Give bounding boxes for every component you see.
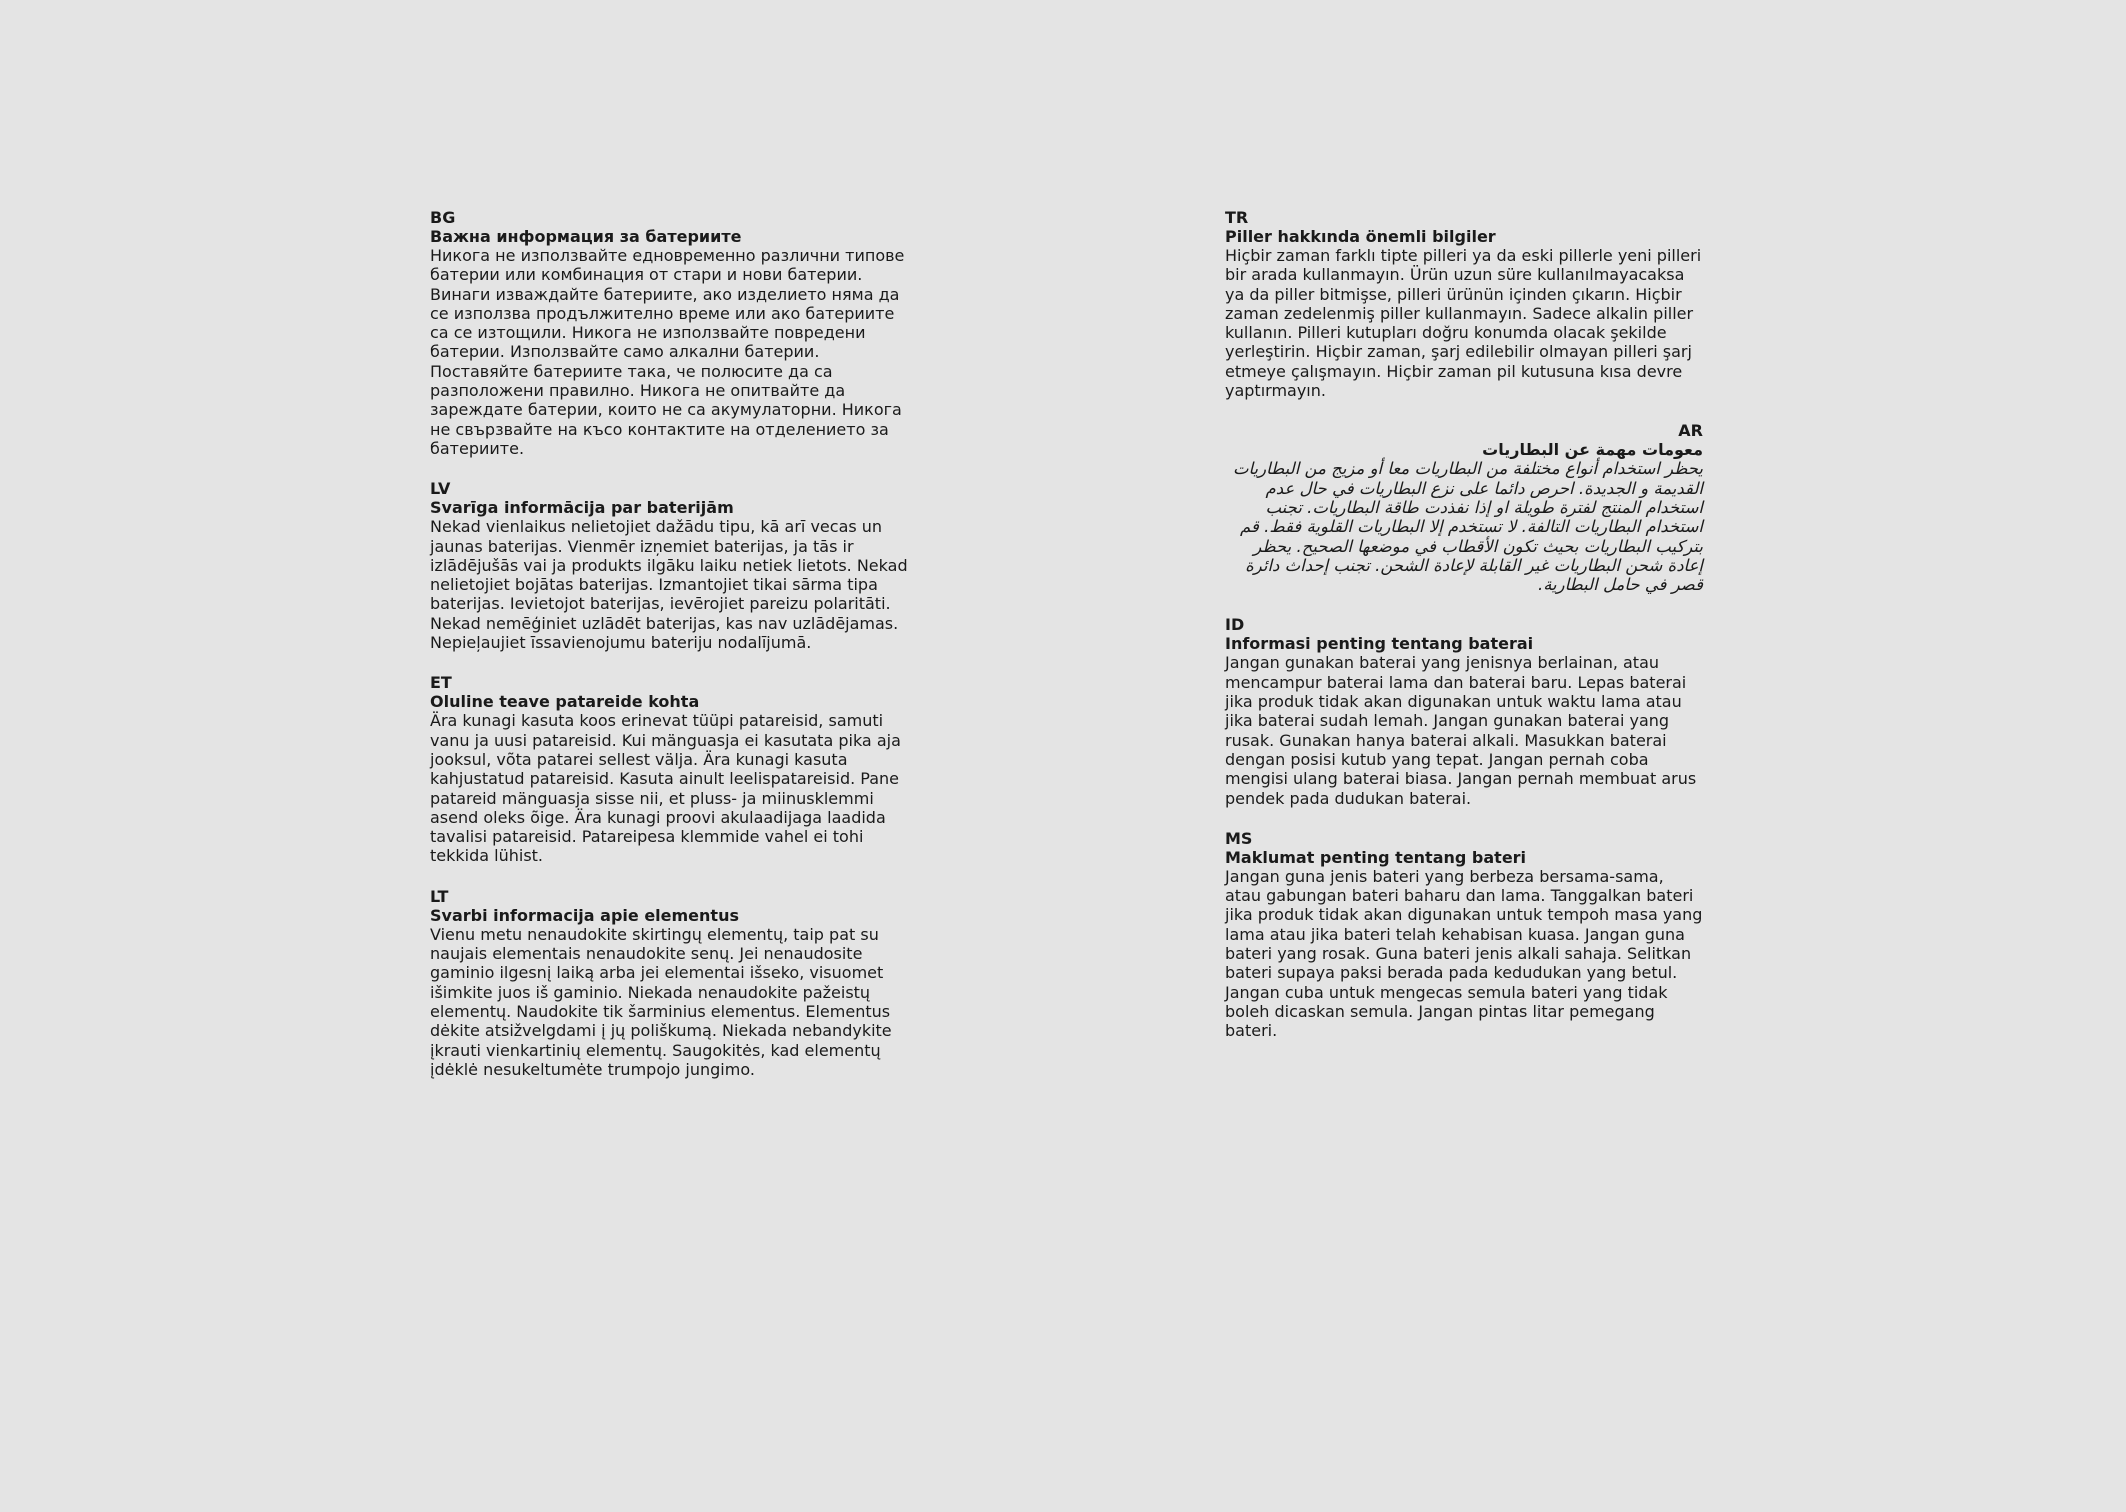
language-code: BG [430, 208, 456, 227]
section-body: يحظر استخدام أنواع مختلفة من البطاريات معا أو مزيج من البطاريات القديمة و الجديدة. احرص دائما على نزع البطاريات في حال عدم استخدام المنتج لفترة طويلة او إذا نفذدت طاقة البطاريات. تجنب استخدام البطاريات التالفة. لا تستخدم إلا البطاريات القلوية فقط. قم بتركيب البطاريات بحيث تكون الأقطاب في موضعها الصحيح. يحظر إعادة شحن البطاريات غير القابلة لإعادة الشحن. تجنب إحداث دائرة قصر في حامل البطارية. [1233, 459, 1703, 595]
section-lt [430, 887, 908, 1079]
section-title: Oluline teave patareide kohta [430, 692, 700, 712]
language-code: AR [1678, 421, 1703, 441]
section-title: Maklumat penting tentang bateri [1225, 847, 1527, 867]
section-title: Важна информация за батериите [430, 227, 742, 246]
section-ar [1225, 421, 1703, 594]
right-column [1225, 208, 1703, 1062]
section-body: Jangan gunakan baterai yang jenisnya berlainan, atau mencampur baterai lama dan baterai baru. Lepas baterai jika produk tidak akan digunakan untuk waktu lama atau jika baterai sudah lemah. Jangan gunakan baterai yang rusak. Gunakan hanya baterai alkali. Masukkan baterai dengan posisi kutub yang tepat. Jangan pernah coba mengisi ulang baterai biasa. Jangan pernah membuat arus pendek pada dudukan baterai. [1225, 653, 1697, 808]
section-body: Ära kunagi kasuta koos erinevat tüüpi patareisid, samuti vanu ja uusi patareisid. Kui mänguasja ei kasutata pika aja jooksul, võta patarei sellest välja. Ära kunagi kasuta kahjustatud patareisid. Kasuta ainult leelispatareisid. Pane patareid mänguasja sisse nii, et pluss- ja miinusklemmi asend oleks õige. Ära kunagi proovi akulaadijaga laadida tavalisi patareisid. Patareipesa klemmide vahel ei tohi tekkida lühist. [430, 711, 901, 866]
language-code: TR [1225, 208, 1249, 227]
section-body: Никога не използвайте едновременно различни типове батерии или комбинация от стари и нови батерии. Винаги изваждайте батериите, ако изделието няма да се използва продължително време или ако батериите са се изтощили. Никога не използвайте повредени батерии. Използвайте само алкални батерии. Поставяйте батериите така, че полюсите да са разположени правилно. Никога не опитвайте да зареждате батерии, които не са акумулаторни. Никога не свързвайте на късо контактите на отделението за батериите. [430, 246, 905, 458]
section-title: Svarīga informācija par baterijām [430, 498, 734, 518]
section-et [430, 673, 908, 865]
language-code: LV [430, 479, 451, 499]
section-body: Nekad vienlaikus nelietojiet dažādu tipu, kā arī vecas un jaunas baterijas. Vienmēr izņemiet baterijas, ja tās ir izlādējušās vai ja produkts ilgāku laiku netiek lietots. Nekad nelietojiet bojātas baterijas. Izmantojiet tikai sārma tipa baterijas. Ievietojot baterijas, ievērojiet pareizu polaritāti. Nekad nemēģiniet uzlādēt baterijas, kas nav uzlādējamas. Nepieļaujiet īssavienojumu bateriju nodalījumā. [430, 517, 908, 653]
language-code: ID [1225, 615, 1245, 635]
language-code: MS [1225, 828, 1253, 848]
language-code: ET [430, 673, 452, 693]
section-id [1225, 615, 1703, 807]
section-title: Informasi penting tentang baterai [1225, 634, 1534, 654]
section-ms [1225, 829, 1703, 1041]
section-body: Jangan guna jenis bateri yang berbeza bersama-sama, atau gabungan bateri baharu dan lama. Tanggalkan bateri jika produk tidak akan digunakan untuk tempoh masa yang lama atau jika bateri telah kehabisan kuasa. Jangan guna bateri yang rosak. Guna bateri jenis alkali sahaja. Selitkan bateri supaya paksi berada pada kedudukan yang betul. Jangan cuba untuk mengecas semula bateri yang tidak boleh dicaskan semula. Jangan pintas litar pemegang bateri. [1225, 866, 1703, 1041]
section-body: Hiçbir zaman farklı tipte pilleri ya da eski pillerle yeni pilleri bir arada kullanmayın. Ürün uzun süre kullanılmayacaksa ya da piller bitmişse, pilleri ürünün içinden çıkarın. Hiçbir zaman zedelenmiş piller kullanmayın. Sadece alkalin piller kullanın. Pilleri kutupları doğru konumda olacak şekilde yerleştirin. Hiçbir zaman, şarj edilebilir olmayan pilleri şarj etmeye çalışmayın. Hiçbir zaman pil kutusuna kısa devre yaptırmayın. [1225, 246, 1702, 401]
section-lv [430, 479, 908, 652]
section-tr [1225, 208, 1703, 400]
section-body: Vienu metu nenaudokite skirtingų elementų, taip pat su naujais elementais nenaudokite senų. Jei nenaudosite gaminio ilgesnį laiką arba jei elementai išseko, visuomet išimkite juos iš gaminio. Niekada nenaudokite pažeistų elementų. Naudokite tik šarminius elementus. Elementus dėkite atsižvelgdami į jų poliškumą. Niekada nebandykite įkrauti vienkartinių elementų. Saugokitės, kad elementų įdėklė nesukeltumėte trumpojo jungimo. [430, 924, 892, 1079]
section-title: Svarbi informacija apie elementus [430, 905, 739, 925]
left-column [430, 208, 908, 1100]
language-code: LT [430, 886, 449, 906]
section-bg [430, 208, 908, 458]
section-title: معومات مهمة عن البطاريات [1482, 440, 1703, 460]
section-title: Piller hakkında önemli bilgiler [1225, 227, 1496, 246]
